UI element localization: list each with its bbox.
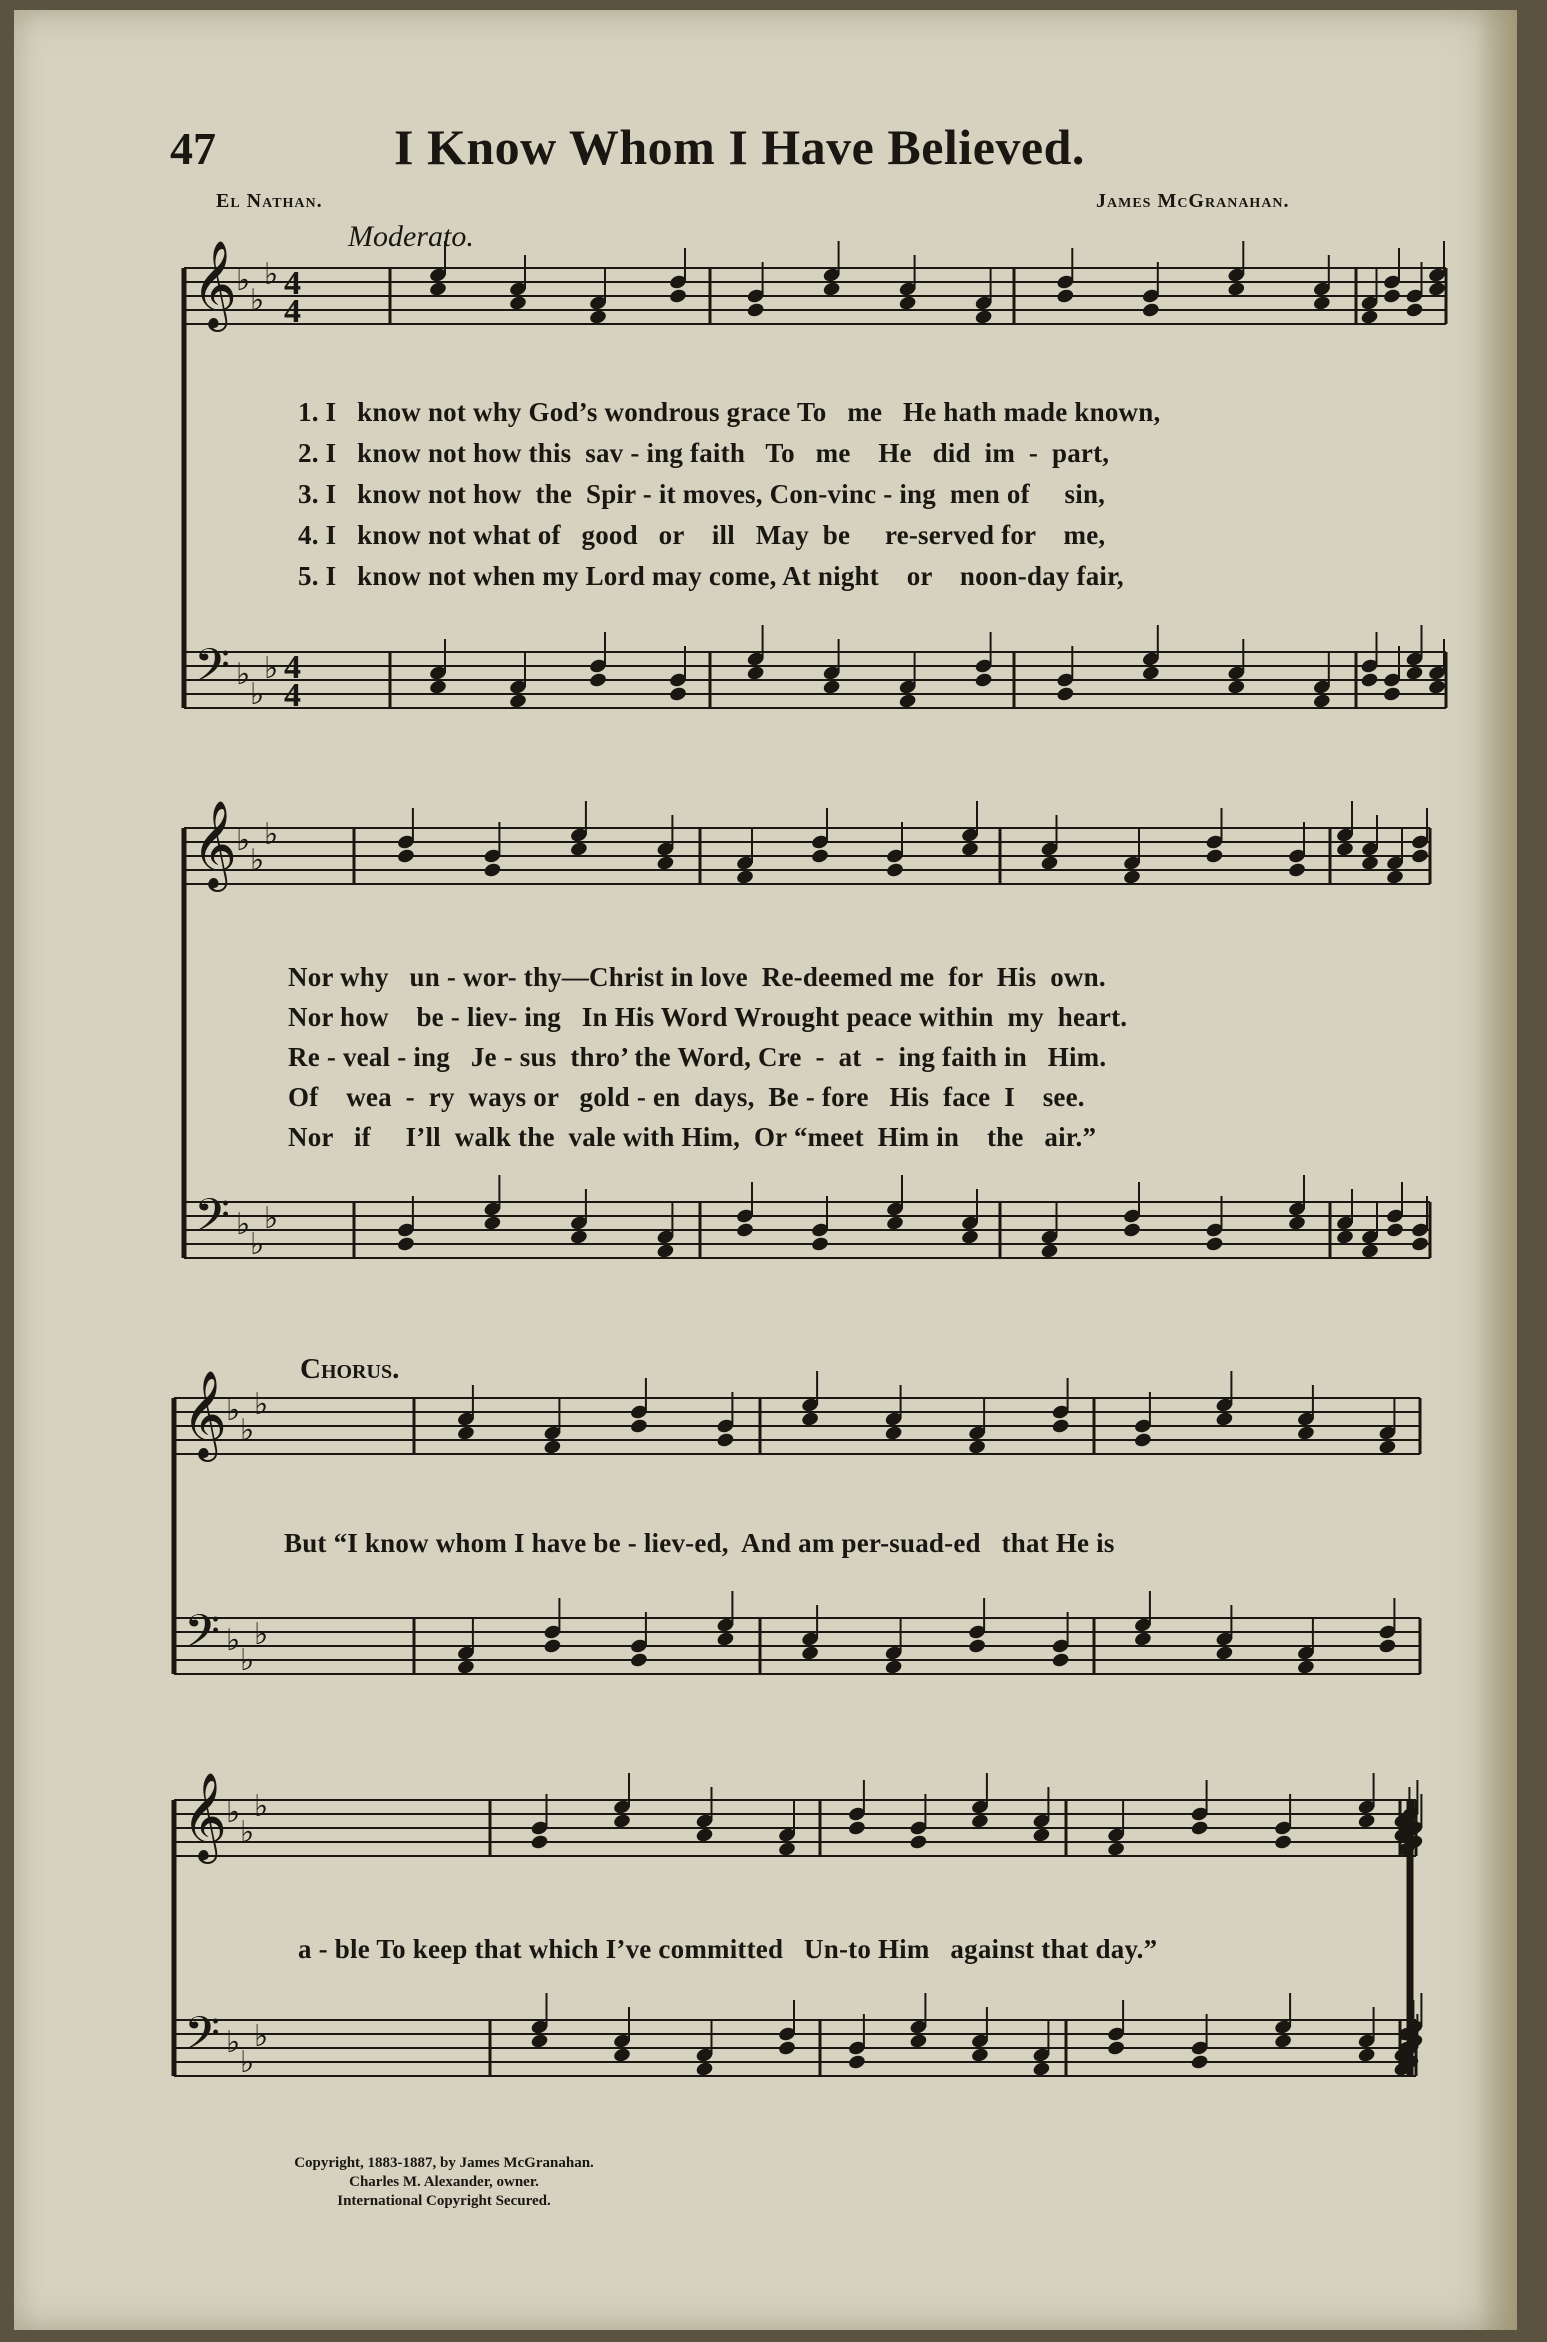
system-1-bass-notehead xyxy=(974,672,993,689)
system-1-treble-notehead xyxy=(1141,302,1160,319)
system-4-treble-notehead xyxy=(1357,1813,1376,1830)
system-3-bass-notehead xyxy=(884,1659,903,1676)
system-2-bass-key-signature: ♭ xyxy=(250,1227,265,1262)
system-4-treble-notehead xyxy=(612,1813,631,1830)
system-3-bass-notehead xyxy=(629,1652,648,1669)
system-1-treble-notehead xyxy=(1405,302,1424,319)
system-4-treble-key-signature: ♭ xyxy=(254,1789,269,1824)
system-3-bass-notehead xyxy=(1051,1652,1070,1669)
system-1-bass-notehead xyxy=(1056,686,1075,703)
chorus-line-1: But “I know whom I have be - liev-ed, And am per-suad-ed that He is xyxy=(284,1528,1115,1558)
system-2-bass-key-signature: ♭ xyxy=(236,1207,251,1242)
system-3-bass-notehead xyxy=(801,1645,820,1662)
system-4-bass-notehead xyxy=(695,2061,714,2078)
system-4-bass-notehead xyxy=(777,2040,796,2057)
system-3-treble-notehead xyxy=(1215,1411,1234,1428)
tempo-marking: Moderato. xyxy=(348,220,474,253)
system-3-bass-clef: 𝄢 xyxy=(184,1605,221,1670)
system-2-treble-notehead xyxy=(1385,869,1404,886)
system-3-treble-notehead xyxy=(1051,1418,1070,1435)
system-1-treble-key-signature: ♭ xyxy=(236,263,251,298)
system-2-treble-clef: 𝄞 xyxy=(192,799,237,888)
system-2-treble-key-signature: ♭ xyxy=(250,843,265,878)
system-3-treble-notehead xyxy=(543,1439,562,1456)
system-3-treble-key-signature: ♭ xyxy=(240,1413,255,1448)
system-1-treble-key-signature: ♭ xyxy=(264,257,279,292)
verse-2-line-b: Nor how be - liev- ing In His Word Wrought peace within my heart. xyxy=(288,1002,1128,1032)
system-1-treble-notehead xyxy=(1056,288,1075,305)
system-1-bass-notehead xyxy=(508,693,527,710)
system-4-treble-clef: 𝄞 xyxy=(182,1771,227,1860)
system-1-bass-notehead xyxy=(1427,679,1446,696)
system-3-treble-key-signature: ♭ xyxy=(254,1387,269,1422)
system-1-treble-notehead xyxy=(898,295,917,312)
system-3-bass-notehead xyxy=(1296,1659,1315,1676)
system-1-treble-notehead xyxy=(508,295,527,312)
system-4-bass-notehead xyxy=(847,2054,866,2071)
system-4-treble-notehead xyxy=(695,1827,714,1844)
hymnal-page xyxy=(14,10,1517,2330)
system-1-treble-notehead xyxy=(746,302,765,319)
system-3-bass-notehead xyxy=(1215,1645,1234,1662)
system-2-treble-notehead xyxy=(1287,862,1306,879)
system-2-treble-key-signature: ♭ xyxy=(236,823,251,858)
system-2-bass-notehead xyxy=(1205,1236,1224,1253)
system-3-bass-notehead xyxy=(1378,1638,1397,1655)
system-1-time-signature: 4 xyxy=(284,293,301,330)
system-2-bass-notehead xyxy=(1385,1222,1404,1239)
system-4-treble-notehead xyxy=(909,1834,928,1851)
system-1-bass-notehead xyxy=(1227,679,1246,696)
system-2-treble-notehead xyxy=(656,855,675,872)
system-3-treble-notehead xyxy=(1296,1425,1315,1442)
verse-2-line-a: 2. I know not how this sav - ing faith To me He did im - part, xyxy=(298,438,1110,468)
music-score xyxy=(14,10,1517,2330)
system-4-bass-notehead xyxy=(530,2033,549,2050)
system-1-bass-notehead xyxy=(1360,672,1379,689)
system-4-bass-clef: 𝄢 xyxy=(184,2007,221,2072)
composer-credit: James McGranahan. xyxy=(1096,190,1290,212)
chorus-line-2: a - ble To keep that which I’ve committed Un-to Him against that day.” xyxy=(298,1934,1158,1964)
system-4-bass-notehead xyxy=(1107,2040,1126,2057)
system-4-treble-notehead xyxy=(777,1841,796,1858)
system-1-treble-notehead xyxy=(822,281,841,298)
hymn-title: I Know Whom I Have Believed. xyxy=(394,119,1085,175)
system-1-bass-notehead xyxy=(1312,693,1331,710)
system-2-treble-key-signature: ♭ xyxy=(264,817,279,852)
system-1-bass-key-signature: ♭ xyxy=(236,657,251,692)
system-1-treble-notehead xyxy=(588,309,607,326)
system-2-bass-notehead xyxy=(810,1236,829,1253)
system-4-bass-notehead xyxy=(1190,2054,1209,2071)
system-3-bass-key-signature: ♭ xyxy=(226,1623,241,1658)
system-1-treble-notehead xyxy=(1427,281,1446,298)
system-1-bass-notehead xyxy=(1141,665,1160,682)
copyright-secured-line: International Copyright Secured. xyxy=(337,2193,551,2209)
system-1-treble-notehead xyxy=(1227,281,1246,298)
system-2-treble-notehead xyxy=(1205,848,1224,865)
verse-5-line-b: Nor if I’ll walk the vale with Him, Or “meet Him in the air.” xyxy=(288,1122,1097,1152)
verse-1-line-a: 1. I know not why God’s wondrous grace To me He hath made known, xyxy=(298,397,1161,427)
system-3-treble-notehead xyxy=(968,1439,987,1456)
system-3-bass-notehead xyxy=(456,1659,475,1676)
system-1-time-signature: 4 xyxy=(284,265,301,302)
system-2-bass-notehead xyxy=(1335,1229,1354,1246)
system-2-bass-notehead xyxy=(1410,1236,1429,1253)
system-3-treble-clef: 𝄞 xyxy=(182,1369,227,1458)
system-4-treble-notehead xyxy=(1107,1841,1126,1858)
copyright-notice xyxy=(204,2154,684,2211)
system-3-treble-notehead xyxy=(801,1411,820,1428)
system-2-bass-clef: 𝄢 xyxy=(194,1189,231,1254)
system-4-bass-notehead xyxy=(909,2033,928,2050)
copyright-line: Copyright, 1883-1887, by James McGranahan. xyxy=(294,2155,594,2171)
verse-4-line-b: Of wea - ry ways or gold - en days, Be - fore His face I see. xyxy=(288,1082,1085,1112)
verse-5-line-a: 5. I know not when my Lord may come, At night or noon-day fair, xyxy=(298,561,1124,591)
system-3-treble-notehead xyxy=(716,1432,735,1449)
system-4-treble-notehead xyxy=(847,1820,866,1837)
system-3-bass-notehead xyxy=(1133,1631,1152,1648)
system-4-bass-notehead xyxy=(1274,2033,1293,2050)
system-3-treble-notehead xyxy=(1133,1432,1152,1449)
system-1-bass-key-signature: ♭ xyxy=(250,677,265,712)
verse-1-line-b: Nor why un - wor- thy—Christ in love Re-deemed me for His own. xyxy=(288,962,1106,992)
system-3-treble-notehead xyxy=(884,1425,903,1442)
system-2-bass-notehead xyxy=(960,1229,979,1246)
chorus-label: Chorus. xyxy=(300,1353,400,1385)
verse-3-line-a: 3. I know not how the Spir - it moves, Con-vinc - ing men of sin, xyxy=(298,479,1106,509)
system-2-bass-notehead xyxy=(569,1229,588,1246)
system-1-bass-notehead xyxy=(746,665,765,682)
system-4-treble-key-signature: ♭ xyxy=(226,1795,241,1830)
owner-line: Charles M. Alexander, owner. xyxy=(349,2174,539,2190)
system-1-bass-notehead xyxy=(668,686,687,703)
system-4-treble-notehead xyxy=(1190,1820,1209,1837)
system-1-treble-clef: 𝄞 xyxy=(192,239,237,328)
system-1-bass-notehead xyxy=(898,693,917,710)
system-2-treble-notehead xyxy=(735,869,754,886)
system-1-bass-notehead xyxy=(1405,665,1424,682)
system-4-bass-key-signature: ♭ xyxy=(240,2045,255,2080)
system-2-bass-notehead xyxy=(1040,1243,1059,1260)
system-1-treble-notehead xyxy=(668,288,687,305)
system-3-treble-notehead xyxy=(1378,1439,1397,1456)
system-3-treble-notehead xyxy=(456,1425,475,1442)
system-2-treble-notehead xyxy=(1410,848,1429,865)
system-4-treble-notehead xyxy=(1274,1834,1293,1851)
system-3-bass-key-signature: ♭ xyxy=(254,1617,269,1652)
system-2-treble-notehead xyxy=(1335,841,1354,858)
system-2-treble-notehead xyxy=(396,848,415,865)
system-1-bass-notehead xyxy=(428,679,447,696)
system-1-time-signature: 4 xyxy=(284,677,301,714)
system-2-bass-notehead xyxy=(735,1222,754,1239)
system-2-bass-notehead xyxy=(396,1236,415,1253)
system-2-treble-notehead xyxy=(1122,869,1141,886)
system-2-bass-notehead xyxy=(483,1215,502,1232)
verse-4-line-a: 4. I know not what of good or ill May be re-served for me, xyxy=(298,520,1106,550)
system-4-bass-notehead xyxy=(1357,2047,1376,2064)
lyricist-credit: El Nathan. xyxy=(216,190,323,212)
system-2-bass-notehead xyxy=(1360,1243,1379,1260)
system-3-bass-key-signature: ♭ xyxy=(240,1643,255,1678)
system-1-treble-notehead xyxy=(1382,288,1401,305)
system-1-bass-notehead xyxy=(588,672,607,689)
system-2-treble-notehead xyxy=(1360,855,1379,872)
system-4-bass-key-signature: ♭ xyxy=(226,2025,241,2060)
system-1-treble-notehead xyxy=(1312,295,1331,312)
system-2-bass-notehead xyxy=(656,1243,675,1260)
system-2-bass-key-signature: ♭ xyxy=(264,1201,279,1236)
system-4-bass-notehead xyxy=(1032,2061,1051,2078)
system-3-bass-notehead xyxy=(543,1638,562,1655)
system-4-treble-notehead xyxy=(1032,1827,1051,1844)
system-2-treble-notehead xyxy=(483,862,502,879)
system-3-treble-key-signature: ♭ xyxy=(226,1393,241,1428)
system-1-treble-notehead xyxy=(974,309,993,326)
system-2-treble-notehead xyxy=(1040,855,1059,872)
system-2-treble-notehead xyxy=(960,841,979,858)
system-3-bass-notehead xyxy=(716,1631,735,1648)
system-2-treble-notehead xyxy=(885,862,904,879)
system-4-bass-notehead xyxy=(612,2047,631,2064)
system-4-treble-key-signature: ♭ xyxy=(240,1815,255,1850)
system-2-treble-notehead xyxy=(569,841,588,858)
system-4-bass-key-signature: ♭ xyxy=(254,2019,269,2054)
system-4-bass-notehead xyxy=(970,2047,989,2064)
system-2-bass-notehead xyxy=(885,1215,904,1232)
system-1-bass-clef: 𝄢 xyxy=(194,639,231,704)
system-1-time-signature: 4 xyxy=(284,649,301,686)
system-1-treble-notehead xyxy=(428,281,447,298)
hymn-number: 47 xyxy=(170,123,216,174)
system-1-treble-notehead xyxy=(1360,309,1379,326)
system-1-bass-notehead xyxy=(1382,686,1401,703)
verse-3-line-b: Re - veal - ing Je - sus thro’ the Word, Cre - at - ing faith in Him. xyxy=(288,1042,1107,1072)
system-2-bass-notehead xyxy=(1122,1222,1141,1239)
system-4-treble-notehead xyxy=(530,1834,549,1851)
system-1-bass-notehead xyxy=(822,679,841,696)
system-1-treble-key-signature: ♭ xyxy=(250,283,265,318)
system-4-treble-notehead xyxy=(970,1813,989,1830)
system-1-bass-key-signature: ♭ xyxy=(264,651,279,686)
system-2-treble-notehead xyxy=(810,848,829,865)
system-2-bass-notehead xyxy=(1287,1215,1306,1232)
system-3-bass-notehead xyxy=(968,1638,987,1655)
system-3-treble-notehead xyxy=(629,1418,648,1435)
